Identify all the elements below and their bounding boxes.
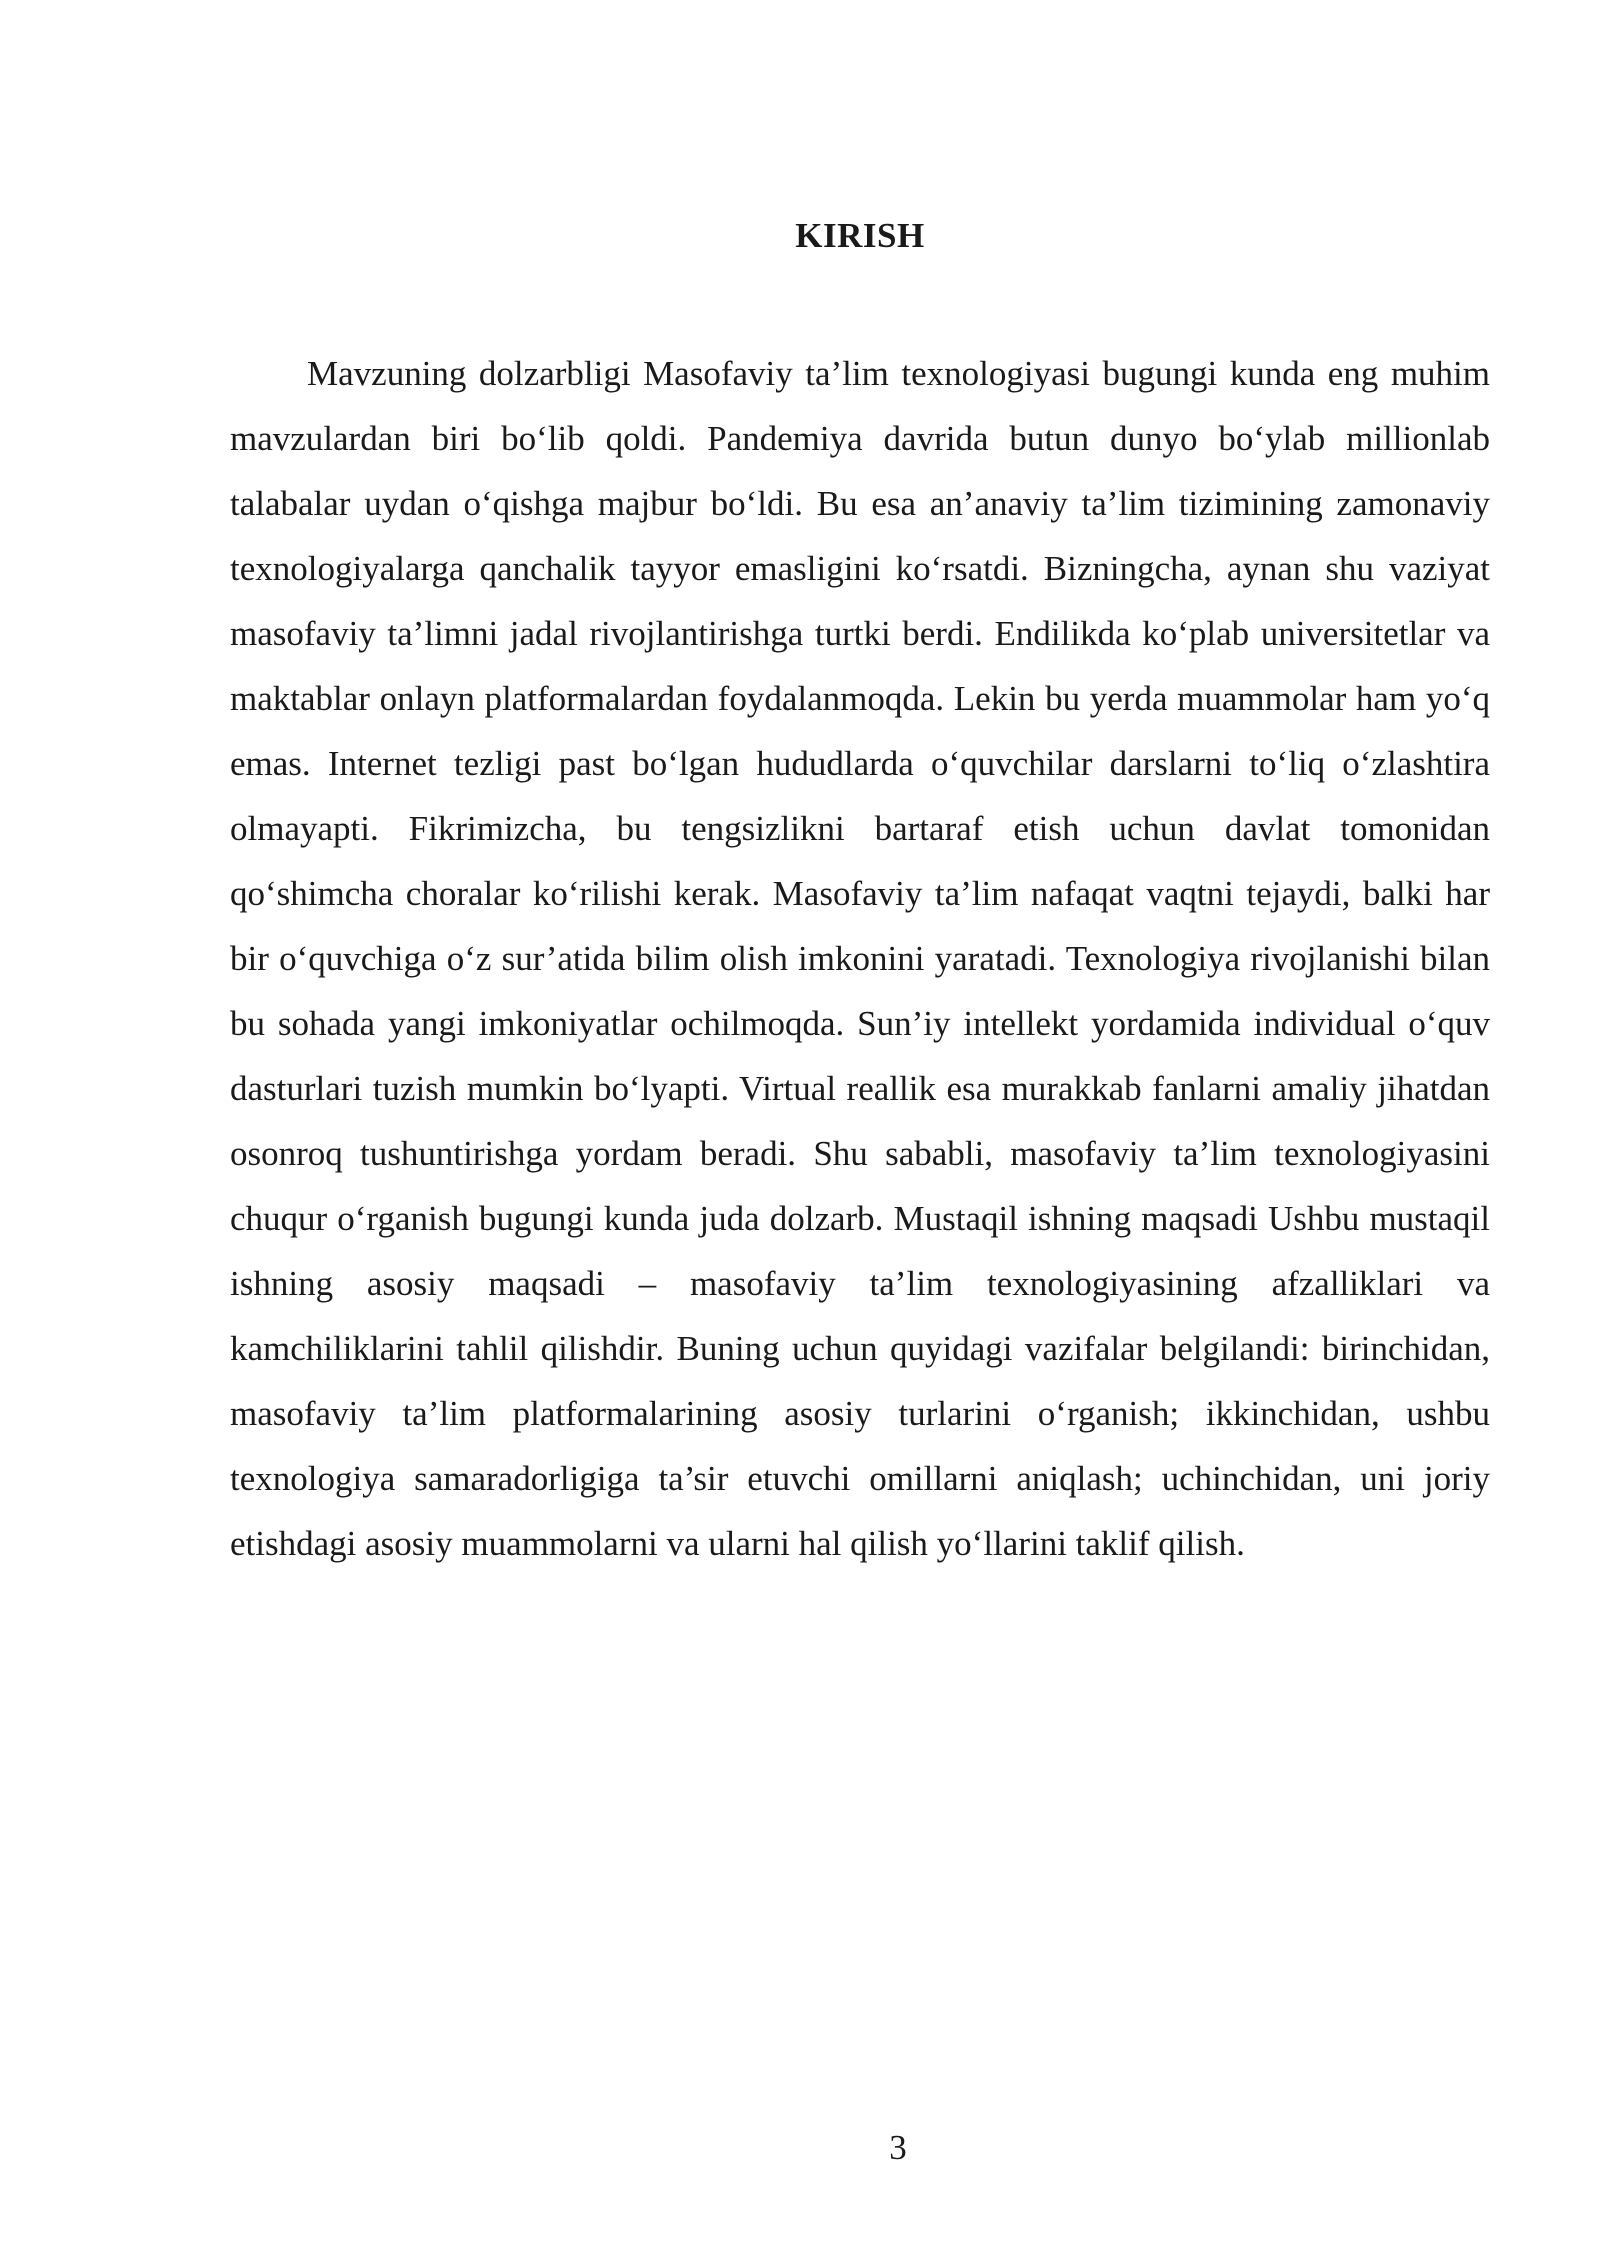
body-paragraph: Mavzuning dolzarbligi Masofaviy ta’lim texnologiyasi bugungi kunda eng muhim mavzulardan biri bo‘lib qoldi. Pandemiya davrida butun dunyo bo‘ylab millionlab talabalar uydan o‘qishga majbur bo‘ldi. Bu esa an’anaviy ta’lim tizimining zamonaviy texnologiyalarga qanchalik tayyor emasligini ko‘rsatdi. Bizningcha, aynan shu vaziyat masofaviy ta’limni jadal rivojlantirishga turtki berdi. Endilikda ko‘plab universitetlar va maktablar onlayn platformalardan foydalanmoqda. Lekin bu yerda muammolar ham yo‘q emas. Internet tezligi past bo‘lgan hududlarda o‘quvchilar darslarni to‘liq o‘zlashtira olmayapti. Fikrimizcha, bu tengsizlikni bartaraf etish uchun davlat tomonidan qo‘shimcha choralar ko‘rilishi kerak. Masofaviy ta’lim nafaqat vaqtni tejaydi, balki har bir o‘quvchiga o‘z sur’atida bilim olish imkonini yaratadi. Texnologiya rivojlanishi bilan bu sohada yangi imkoniyatlar ochilmoqda. Sun’iy intellekt yordamida individual o‘quv dasturlari tuzish mumkin bo‘lyapti. Virtual reallik esa murakkab fanlarni amaliy jihatdan osonroq tushuntirishga yordam beradi. Shu sababli, masofaviy ta’lim texnologiyasini chuqur o‘rganish bugungi kunda juda dolzarb. Mustaqil ishning maqsadi Ushbu mustaqil ishning asosiy maqsadi – masofaviy ta’lim texnologiyasining afzalliklari va kamchiliklarini tahlil qilishdir. Buning uchun quyidagi vazifalar belgilandi: birinchidan, masofaviy ta’lim platformalarining asosiy turlarini o‘rganish; ikkinchidan, ushbu texnologiya samaradorligiga ta’sir etuvchi omillarni aniqlash; uchinchidan, uni joriy etishdagi asosiy muammolarni va ularni hal qilish yo‘llarini taklif qilish. bbox=[230, 354, 1490, 1563]
section-heading: KIRISH bbox=[795, 216, 925, 255]
page-number: 3 bbox=[889, 2128, 907, 2167]
